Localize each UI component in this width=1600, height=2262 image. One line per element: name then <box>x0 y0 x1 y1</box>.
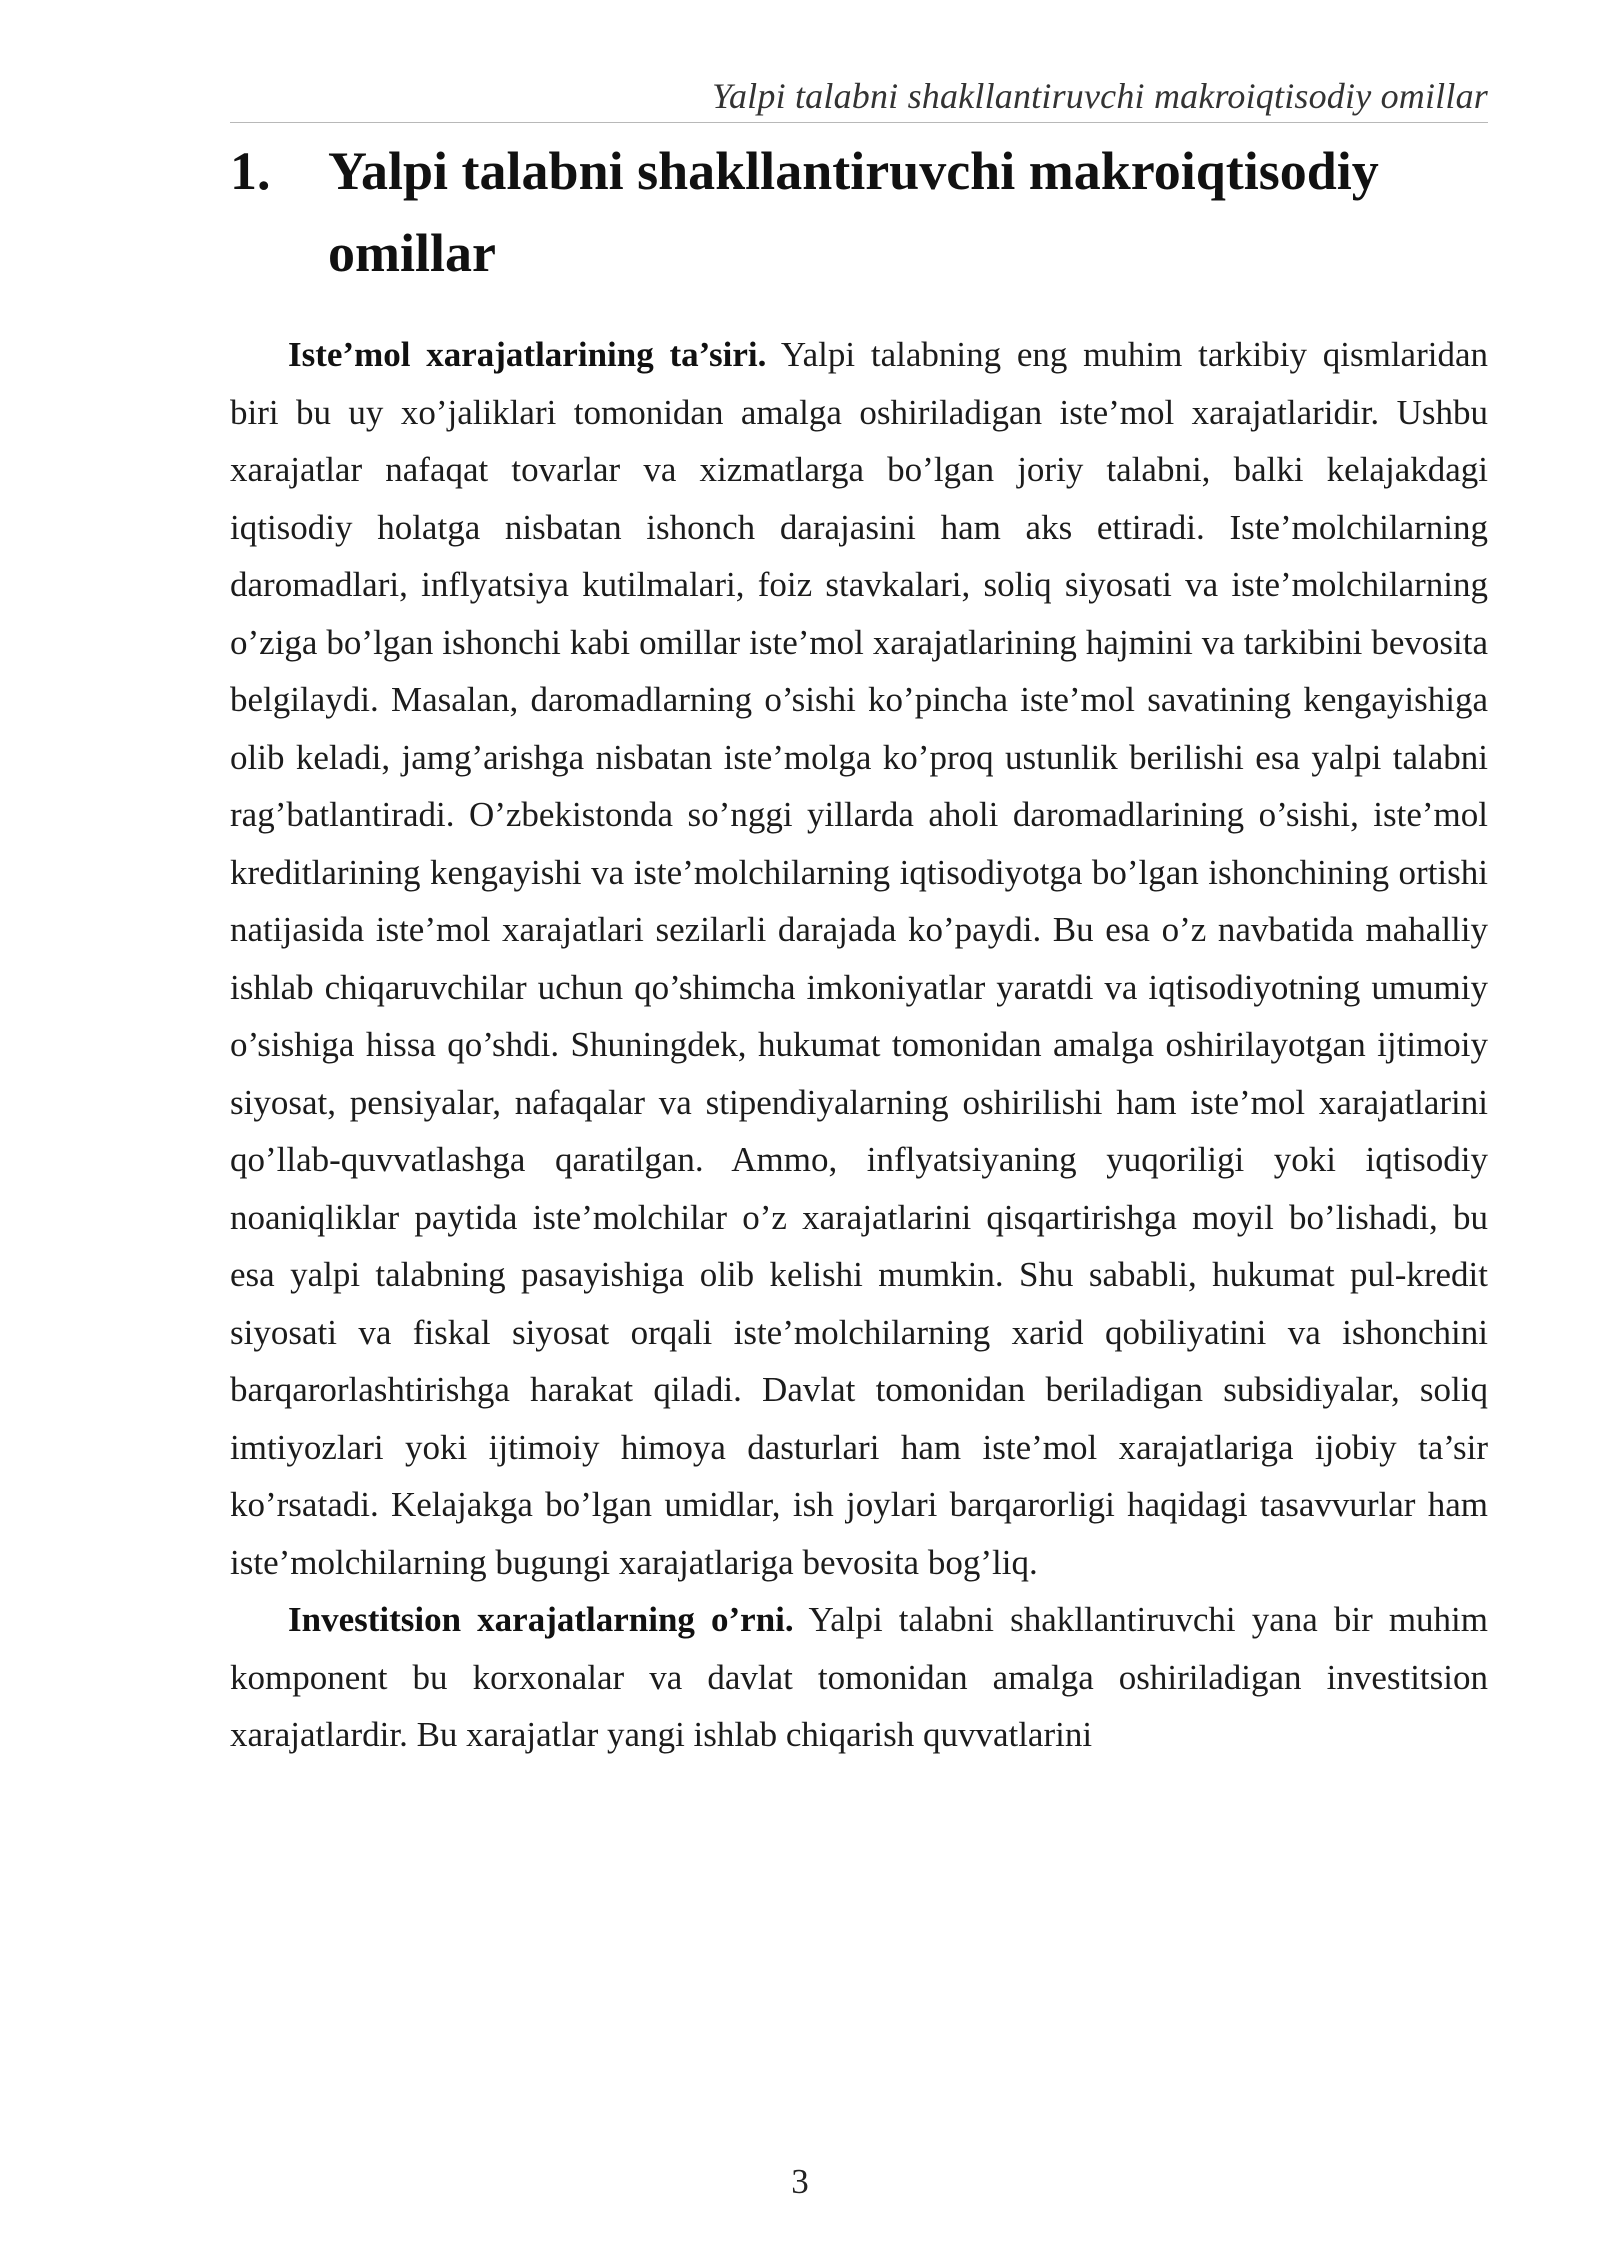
paragraph-consumption <box>230 326 1488 1591</box>
running-header: Yalpi talabni shakllantiruvchi makroiqtisodiy omillar <box>712 76 1488 116</box>
chapter-number: 1. <box>230 141 271 201</box>
body-text <box>230 326 1488 1764</box>
paragraph-text: Yalpi talabni shakllantiruvchi yana bir muhim komponent bu korxonalar va davlat tomonidan amalga oshiriladigan investitsion xarajatlardir. Bu xarajatlar yangi ishlab chiqarish quvvatlarini <box>230 1600 1488 1754</box>
paragraph-text: Yalpi talabning eng muhim tarkibiy qismlaridan biri bu uy xo’jaliklari tomonidan amalga oshiriladigan iste’mol xarajatlaridir. Ushbu xarajatlar nafaqat tovarlar va xizmatlarga bo’lgan joriy talabni, balki kelajakdagi iqtisodiy holatga nisbatan ishonch darajasini ham aks ettiradi. Iste’molchilarning daromadlari, inflyatsiya kutilmalari, foiz stavkalari, soliq siyosati va iste’molchilarning o’ziga bo’lgan ishonchi kabi omillar iste’mol xarajatlarining hajmini va tarkibini bevosita belgilaydi. Masalan, daromadlarning o’sishi ko’pincha iste’mol savatining kengayishiga olib keladi, jamg’arishga nisbatan iste’molga ko’proq ustunlik berilishi esa yalpi talabni rag’batlantiradi. O’zbekistonda so’nggi yillarda aholi daromadlarining o’sishi, iste’mol kreditlarining kengayishi va iste’molchilarning iqtisodiyotga bo’lgan ishonchining ortishi natijasida iste’mol xarajatlari sezilarli darajada ko’paydi. Bu esa o’z navbatida mahalliy ishlab chiqaruvchilar uchun qo’shimcha imkoniyatlar yaratdi va iqtisodiyotning umumiy o’sishiga hissa qo’shdi. Shuningdek, hukumat tomonidan amalga oshirilayotgan ijtimoiy siyosat, pensiyalar, nafaqalar va stipendiyalarning oshirilishi ham iste’mol xarajatlarini qo’llab-quvvatlashga qaratilgan. Ammo, inflyatsiyaning yuqoriligi yoki iqtisodiy noaniqliklar paytida iste’molchilar o’z xarajatlarini qisqartirishga moyil bo’lishadi, bu esa yalpi talabning pasayishiga olib kelishi mumkin. Shu sababli, hukumat pul-kredit siyosati va fiskal siyosat orqali iste’molchilarning xarid qobiliyatini va ishonchini barqarorlashtirishga harakat qiladi. Davlat tomonidan beriladigan subsidiyalar, soliq imtiyozlari yoki ijtimoiy himoya dasturlari ham iste’mol xarajatlariga ijobiy ta’sir ko’rsatadi. Kelajakga bo’lgan umidlar, ish joylari barqarorligi haqidagi tasavvurlar ham iste’molchilarning bugungi xarajatlariga bevosita bog’liq. <box>230 335 1488 1582</box>
paragraph-lead: Iste’mol xarajatlarining ta’siri. <box>288 335 767 374</box>
header-divider <box>230 122 1488 123</box>
paragraph-lead: Investitsion xarajatlarning o’rni. <box>288 1600 794 1639</box>
chapter-title: Yalpi talabni shakllantiruvchi makroiqtisodiy omillar <box>328 141 1379 283</box>
page-number: 3 <box>791 2162 809 2201</box>
chapter-heading <box>230 130 1488 294</box>
paragraph-investment <box>230 1591 1488 1764</box>
